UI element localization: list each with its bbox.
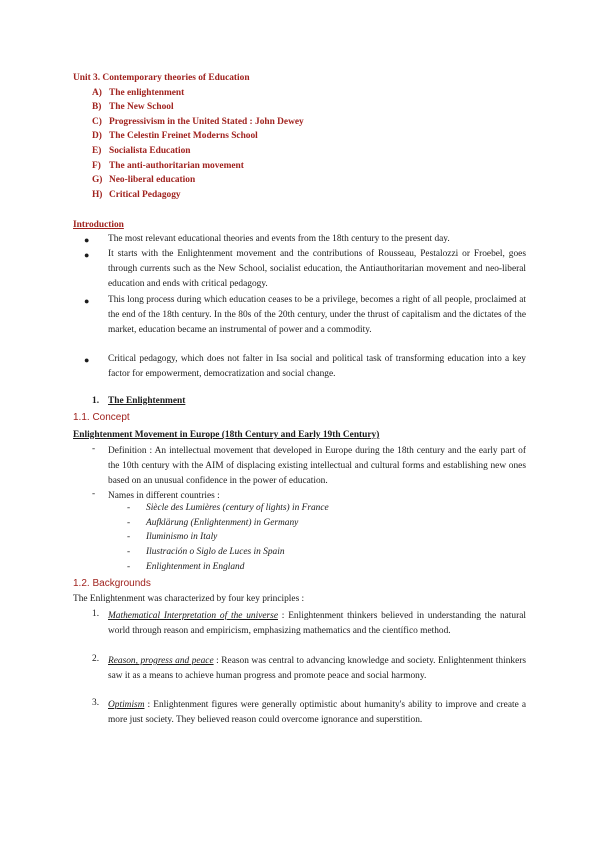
- intro-bullet-text: This long process during which education ceases to be a privilege, becomes a right of all people, proclaimed at the end of the 18th century. In the 80s of the 20th century, under the thrust of capitalism and the dictates of the market, education became an instrumental of power and a commodity.: [108, 295, 526, 335]
- list-number: 3.: [92, 698, 100, 708]
- toc-label: The enlightenment: [109, 88, 185, 98]
- introduction-heading: Introduction: [73, 220, 124, 230]
- toc-item: [92, 190, 181, 200]
- subsection-heading: 1.2. Backgrounds: [73, 578, 151, 589]
- toc-label: Critical Pedagogy: [109, 190, 181, 200]
- country-name: Siècle des Lumières (century of lights) in France: [146, 503, 329, 513]
- country-name: Iluminismo in Italy: [146, 532, 218, 542]
- intro-bullet-text: The most relevant educational theories and events from the 18th century to the present day.: [108, 234, 450, 244]
- principle-description: : Enlightenment thinkers believed in understanding the natural world through reason and empiricism, emphasizing mathematics and the científico method.: [108, 611, 526, 636]
- section-number: 1.: [92, 396, 100, 406]
- toc-letter: D): [92, 131, 102, 141]
- principle-text: [108, 609, 526, 639]
- unit-title: Unit 3. Contemporary theories of Education: [73, 73, 250, 83]
- principle-description: : Reason was central to advancing knowledge and society. Enlightenment thinkers saw it as a means to achieve human progress and promote peace and social harmony.: [108, 656, 527, 681]
- intro-bullet-text: It starts with the Enlightenment movement and the contributions of Rousseau, Pestalozzi or Froebel, goes through currents such as the New School, socialist education, the Antiauthoritarian movement and neo-liberal education and ends with critical pedagogy.: [108, 249, 526, 289]
- principle-text: [108, 698, 526, 728]
- list-number: 1.: [92, 609, 100, 619]
- dash-marker: -: [92, 444, 96, 454]
- principle-text: [108, 654, 526, 684]
- toc-letter: B): [92, 102, 102, 112]
- toc-item: [92, 175, 195, 185]
- toc-label: Socialista Education: [109, 146, 191, 156]
- bullet-icon: ●: [84, 250, 90, 260]
- names-intro-text: Names in different countries :: [108, 491, 220, 501]
- principle-term: Optimism: [108, 700, 145, 710]
- movement-heading: Enlightenment Movement in Europe (18th Century and Early 19th Century): [73, 430, 380, 440]
- toc-letter: H): [92, 190, 103, 200]
- toc-letter: C): [92, 117, 102, 127]
- dash-marker: -: [127, 518, 131, 528]
- toc-letter: E): [92, 146, 102, 156]
- country-name: Enlightenment in England: [146, 562, 245, 572]
- principle-description: : Enlightenment figures were generally optimistic about humanity's ability to improve and create a more just society. They believed reason could overcome ignorance and superstition.: [108, 700, 526, 725]
- toc-item: [92, 117, 304, 127]
- toc-label: Progressivism in the United Stated : John Dewey: [109, 117, 304, 127]
- country-name: Aufklärung (Enlightenment) in Germany: [146, 518, 299, 528]
- subsection-heading: 1.1. Concept: [73, 412, 130, 423]
- section-heading: [92, 396, 185, 406]
- toc-letter: G): [92, 175, 103, 185]
- section-title: The Enlightenment: [108, 396, 186, 406]
- bullet-icon: ●: [84, 296, 90, 306]
- toc-label: The Celestin Freinet Moderns School: [109, 131, 258, 141]
- list-number: 2.: [92, 654, 100, 664]
- bullet-icon: ●: [84, 355, 90, 365]
- toc-label: Neo-liberal education: [109, 175, 196, 185]
- dash-marker: -: [127, 503, 131, 513]
- dash-marker: -: [92, 489, 96, 499]
- toc-letter: F): [92, 161, 101, 171]
- toc-letter: A): [92, 88, 102, 98]
- intro-bullet-text: Critical pedagogy, which does not falter in Isa social and political task of transforming education into a key factor for empowerment, democratization and social change.: [108, 354, 526, 379]
- toc-item: [92, 102, 174, 112]
- backgrounds-intro: The Enlightenment was characterized by four key principles :: [73, 594, 305, 604]
- dash-marker: -: [127, 562, 131, 572]
- toc-item: [92, 88, 184, 98]
- dash-marker: -: [127, 547, 131, 557]
- principle-term: Reason, progress and peace: [108, 656, 214, 666]
- definition-text: Definition : An intellectual movement that developed in Europe during the 18th century and the early part of the 10th century with the AIM of displacing existing intellectual and cultural forms and establishing new ones based on an unusual confidence in the power of education.: [108, 446, 526, 486]
- toc-item: [92, 131, 258, 141]
- toc-item: [92, 161, 244, 171]
- principle-term: Mathematical Interpretation of the universe: [108, 611, 278, 621]
- toc-label: The anti-authoritarian movement: [109, 161, 244, 171]
- country-name: Ilustración o Siglo de Luces in Spain: [146, 547, 285, 557]
- toc-item: [92, 146, 191, 156]
- toc-label: The New School: [109, 102, 174, 112]
- bullet-icon: ●: [84, 235, 90, 245]
- dash-marker: -: [127, 532, 131, 542]
